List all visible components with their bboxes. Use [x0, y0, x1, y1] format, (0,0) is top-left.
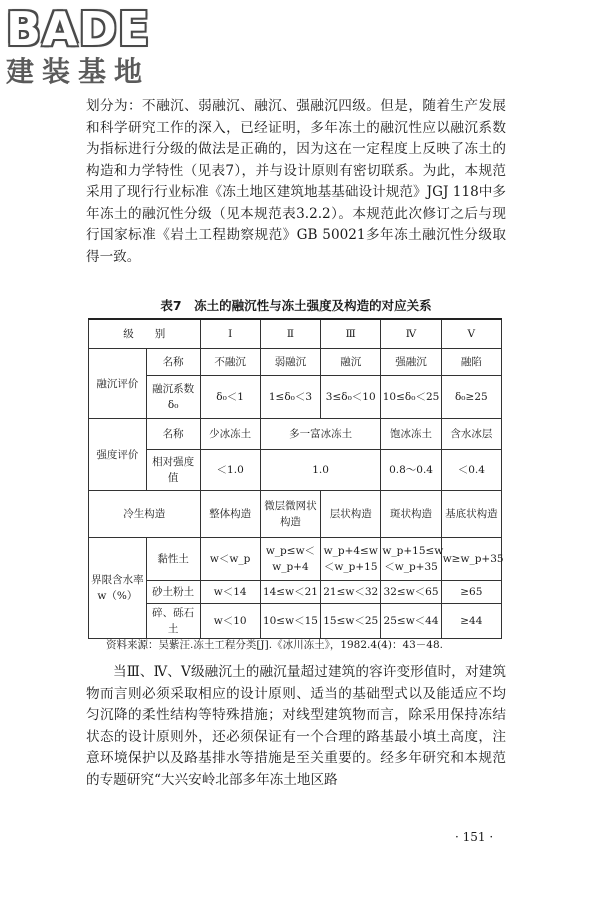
settlement-coef: 10≤δ₀＜25 [381, 376, 441, 419]
table-caption: 表7 冻土的融沉性与冻土强度及构造的对应关系 [160, 298, 432, 313]
body-paragraph-1: 划分为：不融沉、弱融沉、融沉、强融沉四级。但是，随着生产发展和科学研究工作的深入，已经证明，多年冻土的融沉性应以融沉系数为指标进行分级的做法是正确的，因为这在一定程度上反映了冻土的构造和力学特性（见表7），并与设计原则有密切联系。为此，本规范采用了现行行业标准《冻土地区建筑地基基础设计规范》JGJ 118中多年冻土的融沉性分级（见本规范表3.2.2）。本规范此次修订之后与现行国家标准《岩土工程勘察规范》GB 50021多年冻土融沉性分级取得一致。 [86, 98, 506, 265]
structure-value: 微层微网状构造 [260, 491, 320, 538]
strength-value-row [89, 450, 502, 491]
structure-value: 基底状构造 [441, 491, 501, 538]
table-header-row [89, 319, 502, 349]
strength-value-label: 相对强度值 [146, 450, 200, 491]
water-value: 21≤w＜32 [321, 581, 381, 604]
settlement-name: 融陷 [441, 349, 501, 376]
soil-label: 黏性土 [146, 538, 200, 581]
water-value: w＜10 [200, 604, 260, 639]
table-source: 资料来源：吴紫汪.冻土工程分类[J].《冰川冻土》，1982.4(4)：43－48. [106, 639, 443, 651]
water-value: 10≤w＜15 [260, 604, 320, 639]
water-value: w＜w_p [200, 538, 260, 581]
water-value: 32≤w＜65 [381, 581, 441, 604]
water-value: w＜14 [200, 581, 260, 604]
settlement-coef: δ₀＜1 [200, 376, 260, 419]
strength-value: 1.0 [260, 450, 381, 491]
settlement-name: 融沉 [321, 349, 381, 376]
settlement-name: 不融沉 [200, 349, 260, 376]
strength-name-row [89, 419, 502, 450]
settlement-group-label: 融沉评价 [89, 349, 147, 419]
settlement-name-label: 名称 [146, 349, 200, 376]
water-value: 25≤w＜44 [381, 604, 441, 639]
header-level: Ⅳ [381, 319, 441, 349]
water-value: 15≤w＜25 [321, 604, 381, 639]
settlement-name: 弱融沉 [260, 349, 320, 376]
water-group-label: 界限含水率w（%） [89, 538, 147, 639]
header-level: Ⅲ [321, 319, 381, 349]
logo-subtitle: 建装基地 [6, 55, 151, 88]
strength-value: ＜1.0 [200, 450, 260, 491]
page-number: · 151 · [455, 830, 494, 844]
water-value: 14≤w＜21 [260, 581, 320, 604]
water-row-gravel [89, 604, 502, 639]
settlement-coef: 1≤δ₀＜3 [260, 376, 320, 419]
strength-name: 饱冰冻土 [381, 419, 441, 450]
soil-label: 碎、砾石土 [146, 604, 200, 639]
header-level: Ⅴ [441, 319, 501, 349]
correspondence-table [88, 318, 502, 639]
settlement-name-row [89, 349, 502, 376]
settlement-coef-label: 融沉系数δ₀ [146, 376, 200, 419]
water-row-sand [89, 581, 502, 604]
water-value: w_p+15≤w＜w_p+35 [381, 538, 441, 581]
logo-wordmark: BADE [6, 2, 151, 56]
water-value: w_p+4≤w＜w_p+15 [321, 538, 381, 581]
water-row-clay [89, 538, 502, 581]
settlement-coef-row [89, 376, 502, 419]
strength-name: 少冰冻土 [200, 419, 260, 450]
strength-group-label: 强度评价 [89, 419, 147, 491]
strength-name: 多一富冰冻土 [260, 419, 381, 450]
header-grade: 级 别 [89, 319, 201, 349]
body-paragraph-2: 当Ⅲ、Ⅳ、Ⅴ级融沉土的融沉量超过建筑的容许变形值时，对建筑物而言则必须采取相应的设计原则、适当的基础型式以及能适应不均匀沉降的柔性结构等特殊措施；对线型建筑物而言，除采用保持冻结状态的设计原则外，还必须保证有一个合理的路基最小填土高度，注意环境保护以及路基排水等措施是至关重要的。经多年研究和本规范的专题研究“大兴安岭北部多年冻土地区路 [86, 664, 506, 788]
structure-value: 整体构造 [200, 491, 260, 538]
water-value: w_p≤w＜w_p+4 [260, 538, 320, 581]
strength-name-label: 名称 [146, 419, 200, 450]
settlement-coef: δ₀≥25 [441, 376, 501, 419]
settlement-coef: 3≤δ₀＜10 [321, 376, 381, 419]
structure-value: 斑状构造 [381, 491, 441, 538]
water-value: ≥65 [441, 581, 501, 604]
structure-row [89, 491, 502, 538]
header-level: Ⅰ [200, 319, 260, 349]
settlement-name: 强融沉 [381, 349, 441, 376]
structure-value: 层状构造 [321, 491, 381, 538]
structure-label: 冷生构造 [89, 491, 201, 538]
water-value: w≥w_p+35 [441, 538, 501, 581]
header-level: Ⅱ [260, 319, 320, 349]
logo [6, 2, 176, 88]
water-value: ≥44 [441, 604, 501, 639]
strength-value: ＜0.4 [441, 450, 501, 491]
strength-value: 0.8～0.4 [381, 450, 441, 491]
strength-name: 含水冰层 [441, 419, 501, 450]
soil-label: 砂土粉土 [146, 581, 200, 604]
